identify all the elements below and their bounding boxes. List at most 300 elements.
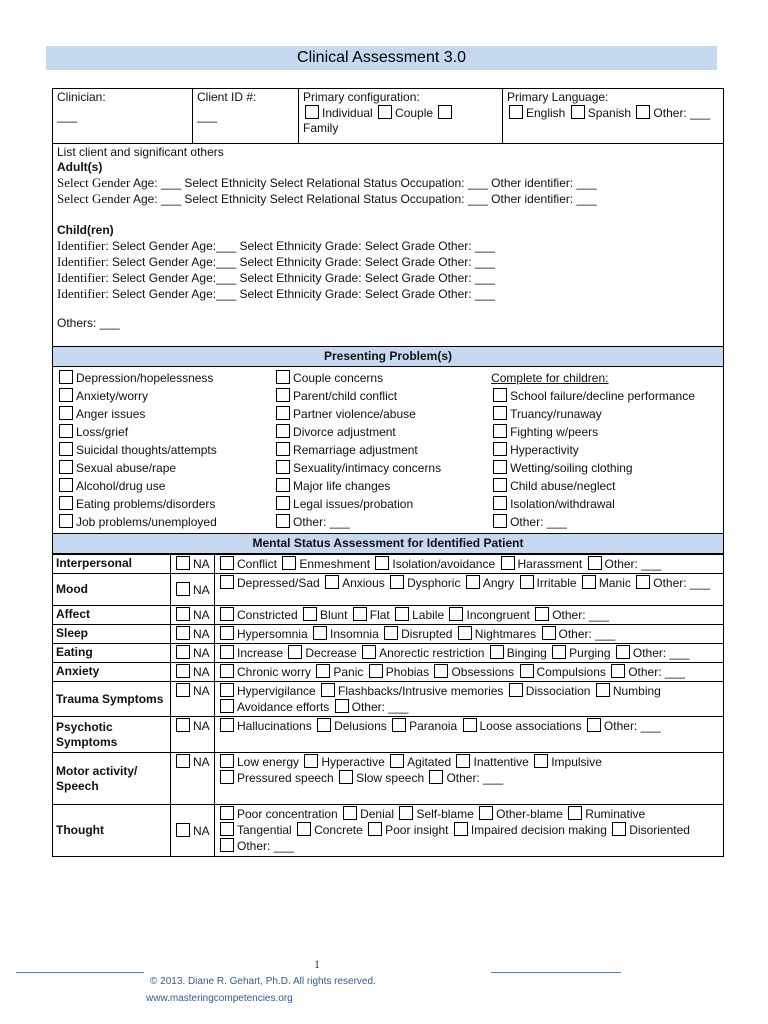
loose-associations-checkbox[interactable]	[463, 718, 477, 732]
row-label: Sleep	[53, 625, 171, 644]
purging-checkbox[interactable]	[552, 645, 566, 659]
eating-problems-disorders-checkbox[interactable]	[59, 496, 73, 510]
slow-speech-checkbox[interactable]	[339, 770, 353, 784]
family-label: Family	[303, 121, 339, 135]
option-label: Insomnia	[330, 627, 379, 641]
legal-issues-probation-checkbox[interactable]	[276, 496, 290, 510]
options-cell	[215, 555, 724, 574]
problem-label: Fighting w/peers	[510, 425, 599, 439]
identifier-field[interactable]: Identifier	[57, 254, 106, 269]
problem-label: Job problems/unemployed	[76, 515, 217, 529]
option	[218, 608, 298, 622]
option	[388, 755, 451, 769]
mental-status-table	[52, 554, 724, 857]
mental-status-heading: Mental Status Assessment for Identified Patient	[53, 534, 724, 554]
option-label: Other: ___	[558, 627, 616, 641]
client-id-cell	[193, 89, 299, 144]
option-label: Self-blame	[416, 807, 474, 821]
option	[540, 627, 616, 641]
problem-label: Depression/hopelessness	[76, 371, 214, 385]
problem-label: Divorce adjustment	[293, 425, 396, 439]
gender-select[interactable]: Select Gender	[57, 191, 131, 206]
identifier-field[interactable]: Identifier	[57, 238, 106, 253]
disrupted-checkbox[interactable]	[384, 626, 398, 640]
option	[315, 719, 387, 733]
problem-label: Eating problems/disorders	[76, 497, 216, 511]
problem-item	[274, 423, 491, 441]
concrete-checkbox[interactable]	[297, 822, 311, 836]
numbing-checkbox[interactable]	[596, 683, 610, 697]
mental-status-row	[53, 606, 724, 625]
option	[427, 771, 503, 785]
dysphoric-checkbox[interactable]	[390, 575, 404, 589]
other-checkbox[interactable]	[616, 645, 630, 659]
client-id-label: Client ID #:	[197, 90, 257, 104]
option	[295, 823, 363, 837]
row-label: Anxiety	[53, 663, 171, 682]
na-label: NA	[193, 582, 210, 597]
individual-checkbox[interactable]	[305, 105, 319, 119]
chronic-worry-checkbox[interactable]	[220, 664, 234, 678]
sexual-abuse-rape-checkbox[interactable]	[59, 460, 73, 474]
blunt-checkbox[interactable]	[303, 607, 317, 621]
adult-row-fields[interactable]: Age: ___ Select Ethnicity Select Relational Status Occupation: ___ Other identifier: ___	[130, 176, 597, 190]
others-field[interactable]: Others: ___	[57, 316, 120, 330]
na-label: NA	[193, 719, 210, 733]
option	[301, 608, 347, 622]
problem-item	[491, 423, 719, 441]
mental-status-row	[53, 555, 724, 574]
problem-item	[57, 405, 274, 423]
options-cell	[215, 606, 724, 625]
isolation-withdrawal-checkbox[interactable]	[493, 496, 507, 510]
option-label: Conflict	[237, 557, 278, 571]
child-abuse-neglect-checkbox[interactable]	[493, 478, 507, 492]
problem-item	[274, 459, 491, 477]
problem-item	[491, 459, 719, 477]
children-subheading: Complete for children:	[491, 371, 609, 385]
impulsive-checkbox[interactable]	[534, 754, 548, 768]
problem-label: Sexual abuse/rape	[76, 461, 177, 475]
option	[286, 646, 356, 660]
na-cell	[171, 663, 215, 682]
depressed-sad-checkbox[interactable]	[220, 575, 234, 589]
presenting-col-2	[274, 369, 491, 531]
poor-insight-checkbox[interactable]	[368, 822, 382, 836]
na-checkbox[interactable]	[176, 607, 190, 621]
option	[366, 823, 448, 837]
problem-label: School failure/decline performance	[510, 389, 695, 403]
option	[518, 665, 606, 679]
na-label: NA	[193, 608, 210, 622]
problem-item	[491, 387, 719, 405]
mental-status-row	[53, 644, 724, 663]
child-row-fields[interactable]: : Select Gender Age:___ Select Ethnicity Grade: Select Grade Other: ___	[105, 255, 495, 269]
option-label: Incongruent	[466, 608, 530, 622]
option	[594, 684, 661, 698]
option-label: Impaired decision making	[470, 823, 607, 837]
option-label: Chronic worry	[237, 665, 312, 679]
phobias-checkbox[interactable]	[369, 664, 383, 678]
option	[390, 719, 457, 733]
option	[337, 771, 424, 785]
anxious-checkbox[interactable]	[325, 575, 339, 589]
problem-label: Hyperactivity	[510, 443, 579, 457]
decrease-checkbox[interactable]	[288, 645, 302, 659]
anger-issues-checkbox[interactable]	[59, 406, 73, 420]
other-blame-checkbox[interactable]	[479, 806, 493, 820]
other-checkbox[interactable]	[220, 838, 234, 852]
suicidal-thoughts-attempts-checkbox[interactable]	[59, 442, 73, 456]
increase-checkbox[interactable]	[220, 645, 234, 659]
row-label: Eating	[53, 644, 171, 663]
child-row	[57, 286, 719, 302]
option-label: Other: ___	[351, 700, 409, 714]
option-label: Obsessions	[451, 665, 515, 679]
anorectic-restriction-checkbox[interactable]	[362, 645, 376, 659]
option	[634, 576, 710, 590]
row-label: Mood	[53, 574, 171, 606]
presenting-problems-section	[53, 367, 724, 534]
option	[586, 557, 662, 571]
na-label: NA	[193, 665, 210, 679]
ruminative-checkbox[interactable]	[568, 806, 582, 820]
sexuality-intimacy-concerns-checkbox[interactable]	[276, 460, 290, 474]
na-checkbox[interactable]	[176, 582, 190, 596]
option	[532, 755, 602, 769]
na-label: NA	[193, 755, 210, 769]
option-label: Increase	[237, 646, 284, 660]
option-label: Hypervigilance	[237, 684, 316, 698]
panic-checkbox[interactable]	[316, 664, 330, 678]
option-label: Depressed/Sad	[237, 576, 320, 590]
option	[218, 684, 316, 698]
page-number: 1	[314, 957, 320, 971]
flat-checkbox[interactable]	[353, 607, 367, 621]
option	[488, 646, 547, 660]
option	[580, 576, 631, 590]
mental-status-row	[53, 663, 724, 682]
problem-item	[57, 459, 274, 477]
flashbacks-intrusive-memories-checkbox[interactable]	[321, 683, 335, 697]
option-label: Other: ___	[628, 665, 685, 679]
na-checkbox[interactable]	[176, 556, 190, 570]
option	[447, 608, 529, 622]
presenting-problems-heading: Presenting Problem(s)	[53, 347, 724, 367]
na-checkbox[interactable]	[176, 664, 190, 678]
other-checkbox[interactable]	[588, 556, 602, 570]
couple-checkbox[interactable]	[378, 105, 392, 119]
couple-concerns-checkbox[interactable]	[276, 370, 290, 384]
school-failure-decline-performance-checkbox[interactable]	[493, 388, 507, 402]
option	[218, 665, 311, 679]
row-label: Trauma Symptoms	[53, 682, 171, 717]
other-checkbox[interactable]	[335, 699, 349, 713]
option	[614, 646, 690, 660]
problem-item	[57, 513, 274, 531]
hypervigilance-checkbox[interactable]	[220, 683, 234, 697]
labile-checkbox[interactable]	[395, 607, 409, 621]
na-checkbox[interactable]	[176, 754, 190, 768]
option	[311, 627, 379, 641]
divorce-adjustment-checkbox[interactable]	[276, 424, 290, 438]
option-label: Other: ___	[653, 576, 710, 590]
option-label: Ruminative	[585, 807, 646, 821]
option-label: Flashbacks/Intrusive memories	[338, 684, 504, 698]
tangential-checkbox[interactable]	[220, 822, 234, 836]
hyperactivity-checkbox[interactable]	[493, 442, 507, 456]
problem-item	[274, 477, 491, 495]
na-cell	[171, 805, 215, 857]
problem-label: Isolation/withdrawal	[510, 497, 615, 511]
loss-grief-checkbox[interactable]	[59, 424, 73, 438]
option	[518, 576, 577, 590]
harassment-checkbox[interactable]	[501, 556, 515, 570]
option-label: Anorectic restriction	[379, 646, 485, 660]
na-checkbox[interactable]	[176, 718, 190, 732]
parent-child-conflict-checkbox[interactable]	[276, 388, 290, 402]
child-row-fields[interactable]: : Select Gender Age:___ Select Ethnicity Grade: Select Grade Other: ___	[105, 239, 495, 253]
option	[550, 646, 610, 660]
angry-checkbox[interactable]	[466, 575, 480, 589]
major-life-changes-checkbox[interactable]	[276, 478, 290, 492]
other-checkbox[interactable]	[493, 514, 507, 528]
other-checkbox[interactable]	[587, 718, 601, 732]
problem-label: Alcohol/drug use	[76, 479, 166, 493]
other-checkbox[interactable]	[429, 770, 443, 784]
problem-item	[274, 441, 491, 459]
other-checkbox[interactable]	[542, 626, 556, 640]
self-blame-checkbox[interactable]	[399, 806, 413, 820]
website-link[interactable]: www.masteringcompetencies.org	[146, 993, 293, 1004]
na-checkbox[interactable]	[176, 626, 190, 640]
adult-row-fields[interactable]: Age: ___ Select Ethnicity Select Relational Status Occupation: ___ Other identifier: ___	[130, 192, 597, 206]
pressured-speech-checkbox[interactable]	[220, 770, 234, 784]
hallucinations-checkbox[interactable]	[220, 718, 234, 732]
english-checkbox[interactable]	[509, 105, 523, 119]
option	[218, 823, 292, 837]
na-checkbox[interactable]	[176, 823, 190, 837]
option	[397, 807, 473, 821]
binging-checkbox[interactable]	[490, 645, 504, 659]
truancy-runaway-checkbox[interactable]	[493, 406, 507, 420]
row-label: Thought	[53, 805, 171, 857]
irritable-checkbox[interactable]	[520, 575, 534, 589]
problem-label: Other: ___	[510, 515, 567, 529]
options-cell	[215, 753, 724, 805]
adults-heading: Adult(s)	[57, 160, 103, 174]
problem-item	[491, 405, 719, 423]
agitated-checkbox[interactable]	[390, 754, 404, 768]
child-rows	[57, 238, 719, 302]
option-label: Flat	[369, 608, 390, 622]
option	[373, 557, 495, 571]
inattentive-checkbox[interactable]	[456, 754, 470, 768]
option-label: Other: ___	[604, 557, 662, 571]
na-cell	[171, 606, 215, 625]
option-label: Other: ___	[632, 646, 690, 660]
na-label: NA	[193, 557, 210, 571]
child-row-fields[interactable]: : Select Gender Age:___ Select Ethnicity Grade: Select Grade Other: ___	[105, 287, 495, 301]
child-row	[57, 270, 719, 286]
option-label: Labile	[412, 608, 445, 622]
option-label: Impulsive	[551, 755, 602, 769]
other-language-checkbox[interactable]	[636, 105, 650, 119]
option-label: Other: ___	[603, 719, 661, 733]
compulsions-checkbox[interactable]	[520, 664, 534, 678]
identifier-field[interactable]: Identifier	[57, 286, 106, 301]
option	[218, 771, 334, 785]
na-label: NA	[193, 823, 210, 838]
wetting-soiling-clothing-checkbox[interactable]	[493, 460, 507, 474]
footer-divider-left	[16, 972, 144, 973]
na-checkbox[interactable]	[176, 683, 190, 697]
option-label: Hyperactive	[321, 755, 385, 769]
other-language-label[interactable]: Other: ___	[653, 106, 711, 120]
option-label: Phobias	[385, 665, 430, 679]
partner-violence-abuse-checkbox[interactable]	[276, 406, 290, 420]
conflict-checkbox[interactable]	[220, 556, 234, 570]
delusions-checkbox[interactable]	[317, 718, 331, 732]
option-label: Other: ___	[446, 771, 504, 785]
problem-item	[274, 495, 491, 513]
individual-label: Individual	[322, 106, 373, 120]
problem-item	[57, 441, 274, 459]
manic-checkbox[interactable]	[582, 575, 596, 589]
incongruent-checkbox[interactable]	[449, 607, 463, 621]
gender-select[interactable]: Select Gender	[57, 175, 131, 190]
other-checkbox[interactable]	[636, 575, 650, 589]
alcohol-drug-use-checkbox[interactable]	[59, 478, 73, 492]
na-checkbox[interactable]	[176, 645, 190, 659]
isolation-avoidance-checkbox[interactable]	[375, 556, 389, 570]
problem-label: Sexuality/intimacy concerns	[293, 461, 442, 475]
footer-divider-right	[491, 972, 621, 973]
na-cell	[171, 625, 215, 644]
option	[218, 719, 312, 733]
low-energy-checkbox[interactable]	[220, 754, 234, 768]
hypersomnia-checkbox[interactable]	[220, 626, 234, 640]
adult-row	[57, 191, 719, 207]
anxiety-worry-checkbox[interactable]	[59, 388, 73, 402]
problem-item	[57, 369, 274, 387]
option	[333, 700, 409, 714]
problem-label: Other: ___	[293, 515, 350, 529]
option-label: Pressured speech	[237, 771, 334, 785]
problem-label: Major life changes	[293, 479, 391, 493]
na-cell	[171, 717, 215, 753]
option	[351, 608, 390, 622]
other-checkbox[interactable]	[611, 664, 625, 678]
problem-label: Anger issues	[76, 407, 146, 421]
job-problems-unemployed-checkbox[interactable]	[59, 514, 73, 528]
problem-item	[491, 477, 719, 495]
configuration-label: Primary configuration:	[303, 90, 420, 104]
insomnia-checkbox[interactable]	[313, 626, 327, 640]
option	[360, 646, 484, 660]
avoidance-efforts-checkbox[interactable]	[220, 699, 234, 713]
option	[218, 627, 308, 641]
problem-label: Wetting/soiling clothing	[510, 461, 633, 475]
fighting-w-peers-checkbox[interactable]	[493, 424, 507, 438]
option	[388, 576, 460, 590]
option	[314, 665, 363, 679]
na-cell	[171, 682, 215, 717]
clinician-field[interactable]: ___	[57, 109, 78, 123]
constricted-checkbox[interactable]	[220, 607, 234, 621]
problem-item	[491, 513, 719, 531]
problem-item	[57, 495, 274, 513]
option-label: Constricted	[237, 608, 298, 622]
spanish-checkbox[interactable]	[571, 105, 585, 119]
options-cell	[215, 717, 724, 753]
option	[367, 665, 429, 679]
row-label: Psychotic Symptoms	[53, 717, 171, 753]
paranoia-checkbox[interactable]	[392, 718, 406, 732]
presenting-col-1	[57, 369, 274, 531]
option-label: Poor insight	[385, 823, 449, 837]
obsessions-checkbox[interactable]	[434, 664, 448, 678]
option-label: Nightmares	[474, 627, 537, 641]
nightmares-checkbox[interactable]	[458, 626, 472, 640]
problem-item	[491, 495, 719, 513]
na-cell	[171, 644, 215, 663]
option-label: Compulsions	[536, 665, 606, 679]
remarriage-adjustment-checkbox[interactable]	[276, 442, 290, 456]
adult-rows	[57, 175, 719, 207]
option-label: Panic	[333, 665, 364, 679]
other-checkbox[interactable]	[276, 514, 290, 528]
problem-label: Parent/child conflict	[293, 389, 398, 403]
dissociation-checkbox[interactable]	[509, 683, 523, 697]
option-label: Other-blame	[496, 807, 563, 821]
option	[499, 557, 583, 571]
denial-checkbox[interactable]	[343, 806, 357, 820]
children-heading: Child(ren)	[57, 223, 114, 237]
option	[218, 755, 299, 769]
presenting-col-3	[491, 369, 719, 531]
option-label: Denial	[360, 807, 395, 821]
hyperactive-checkbox[interactable]	[304, 754, 318, 768]
option-label: Isolation/avoidance	[392, 557, 496, 571]
options-cell	[215, 663, 724, 682]
option-label: Paranoia	[409, 719, 458, 733]
option	[393, 608, 444, 622]
identifier-field[interactable]: Identifier	[57, 270, 106, 285]
mental-status-row	[53, 574, 724, 606]
option-label: Purging	[569, 646, 611, 660]
option-label: Other: ___	[552, 608, 609, 622]
mental-status-row	[53, 753, 724, 805]
disoriented-checkbox[interactable]	[612, 822, 626, 836]
poor-concentration-checkbox[interactable]	[220, 806, 234, 820]
child-row-fields[interactable]: : Select Gender Age:___ Select Ethnicity Grade: Select Grade Other: ___	[105, 271, 495, 285]
option	[280, 557, 370, 571]
option	[432, 665, 514, 679]
depression-hopelessness-checkbox[interactable]	[59, 370, 73, 384]
family-checkbox[interactable]	[438, 105, 452, 119]
option	[218, 807, 338, 821]
other-checkbox[interactable]	[535, 607, 549, 621]
problem-item	[57, 423, 274, 441]
impaired-decision-making-checkbox[interactable]	[454, 822, 468, 836]
mental-status-row	[53, 805, 724, 857]
option-label: Harassment	[517, 557, 583, 571]
options-cell	[215, 574, 724, 606]
enmeshment-checkbox[interactable]	[282, 556, 296, 570]
option	[533, 608, 609, 622]
client-id-field[interactable]: ___	[197, 109, 218, 123]
